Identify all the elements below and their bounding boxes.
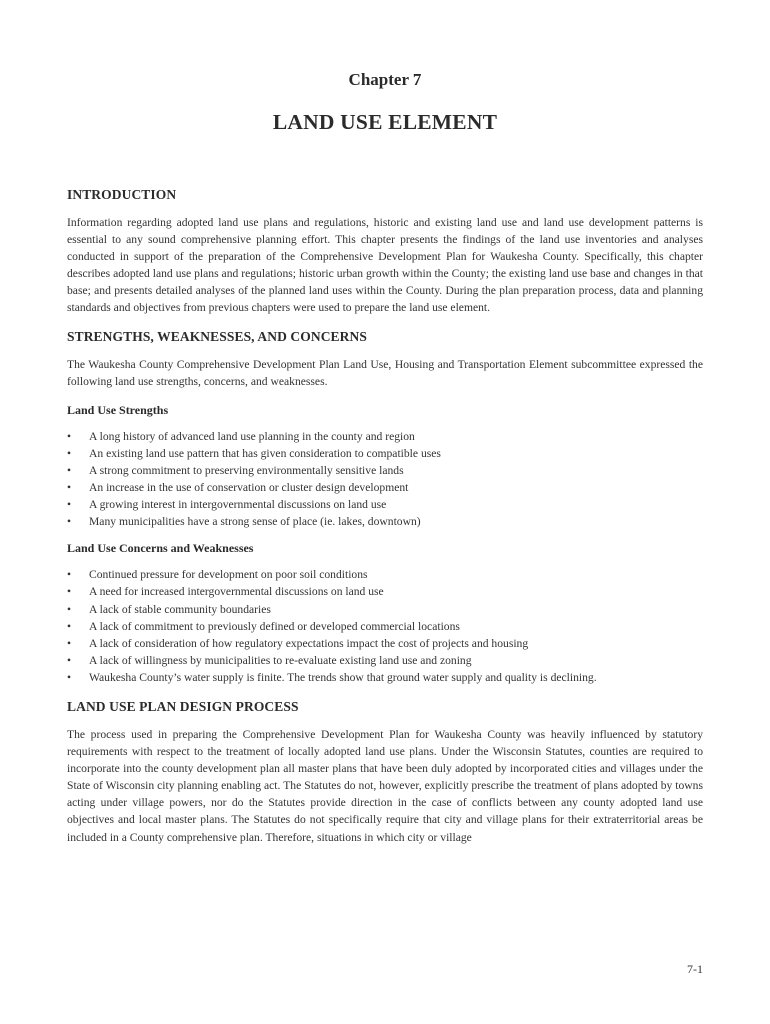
- list-item-text: A lack of consideration of how regulatory expectations impact the cost of projects and housing: [89, 636, 529, 650]
- design-process-paragraph: The process used in preparing the Comprehensive Development Plan for Waukesha County was heavily influenced by statutory requirements with respect to the treatment of locally adopted land use plans. Under the Wisconsin Statutes, counties are required to incorporate into the county development plan all master plans that have been duly adopted by incorporated cities and villages under the State of Wisconsin city planning enabling act. The Statutes do not, however, explicitly prescribe the treatment of plans adopted by towns acting under village powers, nor do the Statutes provide direction in the case of conflicts between any county adopted land use objectives and local master plans. The Statutes do not specifically require that city and village plans for their extraterritorial areas be included in a County comprehensive plan. Therefore, situations in which city or village: [67, 727, 703, 844]
- list-item: [67, 669, 703, 686]
- list-item-text: Waukesha County’s water supply is finite. The trends show that ground water supply and quality is declining.: [89, 670, 597, 684]
- list-item-text: An existing land use pattern that has given consideration to compatible uses: [89, 446, 441, 460]
- list-item-text: A need for increased intergovernmental discussions on land use: [89, 585, 384, 599]
- list-item: [67, 496, 703, 513]
- chapter-label: Chapter 7: [348, 70, 422, 89]
- bullet-icon: •: [67, 498, 72, 512]
- list-item-text: An increase in the use of conservation or cluster design development: [89, 481, 409, 495]
- list-item-text: Many municipalities have a strong sense of place (ie. lakes, downtown): [89, 515, 421, 529]
- introduction-heading: INTRODUCTION: [67, 187, 177, 202]
- list-item: [67, 618, 703, 635]
- bullet-icon: •: [67, 481, 72, 495]
- bullet-icon: •: [67, 515, 72, 529]
- list-item: [67, 601, 703, 618]
- strengths-weaknesses-heading: STRENGTHS, WEAKNESSES, AND CONCERNS: [67, 328, 367, 344]
- list-item-text: A lack of stable community boundaries: [89, 602, 271, 616]
- bullet-icon: •: [67, 619, 72, 633]
- list-item-text: A long history of advanced land use planning in the county and region: [89, 429, 415, 443]
- list-item-text: Continued pressure for development on poor soil conditions: [89, 568, 368, 582]
- bullet-icon: •: [67, 568, 72, 582]
- list-item: [67, 635, 703, 652]
- bullet-icon: •: [67, 636, 72, 650]
- strengths-weaknesses-paragraph: The Waukesha County Comprehensive Development Plan Land Use, Housing and Transportation Element subcommittee expressed the following land use strengths, concerns, and weaknesses.: [67, 357, 703, 388]
- bullet-icon: •: [67, 429, 72, 443]
- page-title: LAND USE ELEMENT: [272, 110, 498, 134]
- introduction-paragraph: Information regarding adopted land use plans and regulations, historic and existing land use and land use development patterns is essential to any sound comprehensive planning effort. This chapter presents the findings of the land use inventories and analyses conducted in support of the preparation of the Comprehensive Development Plan for Waukesha County. Specifically, this chapter describes adopted land use plans and regulations; historic urban growth within the County; the existing land use base and changes in that base; and presents detailed analyses of the planned land uses within the County. During the plan preparation process, data and planning standards and objectives from previous chapters were used to prepare the land use element.: [67, 216, 703, 315]
- bullet-icon: •: [67, 585, 72, 599]
- list-item: [67, 513, 703, 530]
- page-number: 7-1: [687, 962, 703, 976]
- introduction-section: [67, 186, 703, 317]
- strengths-list: [67, 428, 703, 531]
- list-item-text: A growing interest in intergovernmental discussions on land use: [89, 498, 387, 512]
- document-page: [67, 0, 703, 1024]
- list-item: [67, 445, 703, 462]
- list-item: [67, 583, 703, 600]
- bullet-icon: •: [67, 446, 72, 460]
- bullet-icon: •: [67, 653, 72, 667]
- concerns-heading: Land Use Concerns and Weaknesses: [67, 541, 254, 556]
- strengths-heading: Land Use Strengths: [67, 402, 169, 417]
- concerns-list: [67, 566, 703, 686]
- list-item: [67, 479, 703, 496]
- document-body: [67, 186, 703, 846]
- list-item-text: A strong commitment to preserving environmentally sensitive lands: [89, 463, 404, 477]
- list-item: [67, 462, 703, 479]
- list-item: [67, 652, 703, 669]
- list-item-text: A lack of commitment to previously defined or developed commercial locations: [89, 619, 460, 633]
- list-item: [67, 566, 703, 583]
- design-process-heading: LAND USE PLAN DESIGN PROCESS: [67, 698, 299, 714]
- list-item-text: A lack of willingness by municipalities to re-evaluate existing land use and zoning: [89, 653, 472, 667]
- list-item: [67, 428, 703, 445]
- bullet-icon: •: [67, 463, 72, 477]
- design-process-section: [67, 698, 703, 846]
- bullet-icon: •: [67, 602, 72, 616]
- strengths-weaknesses-section: [67, 328, 703, 686]
- bullet-icon: •: [67, 670, 72, 684]
